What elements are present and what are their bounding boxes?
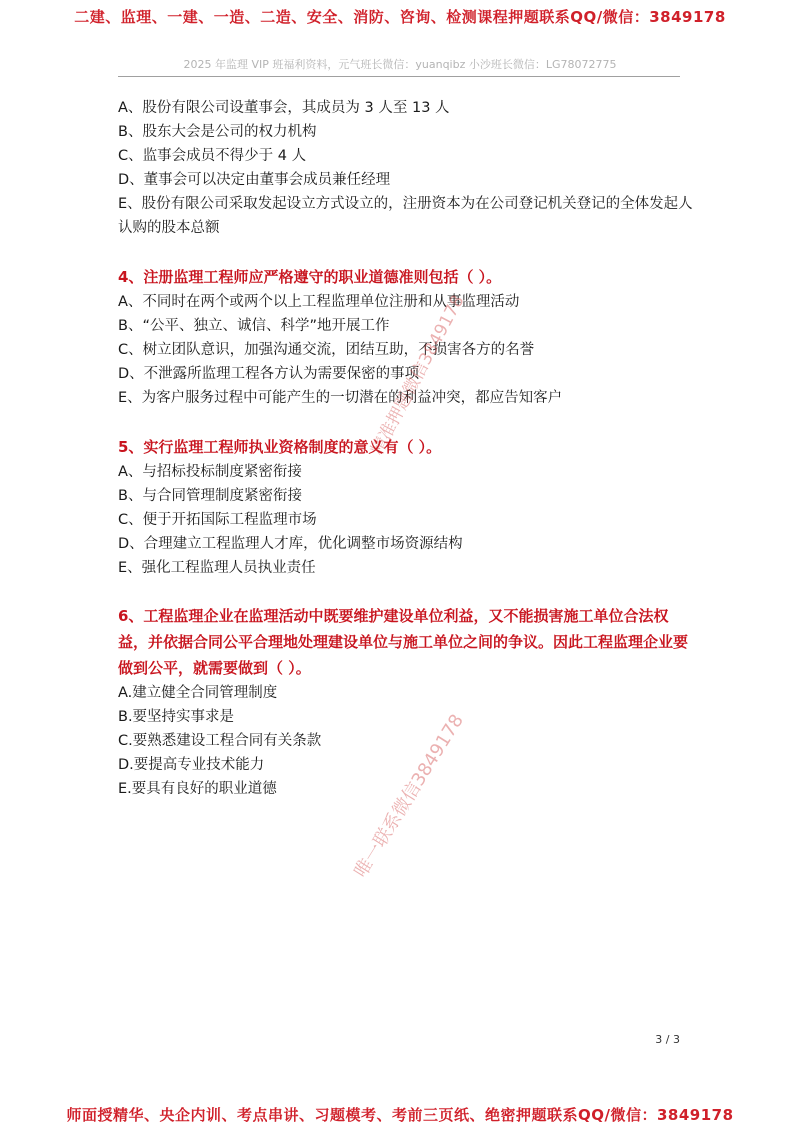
bottom-contact-banner: 师面授精华、央企内训、考点串讲、习题模考、考前三页纸、绝密押题联系QQ/微信：3849178 xyxy=(66,1106,734,1124)
q4-option-c: C、树立团队意识，加强沟通交流，团结互助，不损害各方的名誉 xyxy=(118,342,535,358)
q6-option-b: B.要坚持实事求是 xyxy=(118,709,235,725)
q5-option-e: E、强化工程监理人员执业责任 xyxy=(118,560,316,576)
prev-option-c: C、监事会成员不得少于 4 人 xyxy=(118,148,307,164)
section-gap xyxy=(118,580,698,603)
q5-option-b: B、与合同管理制度紧密衔接 xyxy=(118,488,302,504)
q6-option-d: D.要提高专业技术能力 xyxy=(118,757,265,773)
q4-option-d: D、不泄露所监理工程各方认为需要保密的事项 xyxy=(118,366,420,382)
prev-option-d: D、董事会可以决定由董事会成员兼任经理 xyxy=(118,172,391,188)
prev-option-e: E、股份有限公司采取发起设立方式设立的，注册资本为在公司登记机关登记的全体发起人认购的股本总额 xyxy=(118,196,693,236)
q4-option-e: E、为客户服务过程中可能产生的一切潜在的利益冲突，都应告知客户 xyxy=(118,390,563,406)
q5-option-a: A、与招标投标制度紧密衔接 xyxy=(118,464,302,480)
page-subheader: 2025 年监理 VIP 班福利资料，元气班长微信：yuanqibz 小沙班长微信：LG78072775 xyxy=(183,58,617,71)
q6-option-e: E.要具有良好的职业道德 xyxy=(118,781,277,797)
watermark-upper: 精准押题微信3849178 xyxy=(367,292,469,459)
q6-option-a: A.建立健全合同管理制度 xyxy=(118,685,278,701)
q6-option-c: C.要熟悉建设工程合同有关条款 xyxy=(118,733,322,749)
question-6-title: 6、工程监理企业在监理活动中既要维护建设单位利益，又不能损害施工单位合法权益，并依据合同公平合理地处理建设单位与施工单位之间的争议。因此工程监理企业要做到公平，就需要做到（ ）。 xyxy=(118,607,689,677)
page-number: 3 / 3 xyxy=(655,1033,680,1046)
q4-option-b: B、“公平、独立、诚信、科学”地开展工作 xyxy=(118,318,390,334)
prev-option-a: A、股份有限公司设董事会，其成员为 3 人至 13 人 xyxy=(118,100,450,116)
prev-option-b: B、股东大会是公司的权力机构 xyxy=(118,124,317,140)
question-5-title: 5、实行监理工程师执业资格制度的意义有（ ）。 xyxy=(118,438,442,456)
document-body xyxy=(118,96,698,801)
q4-option-a: A、不同时在两个或两个以上工程监理单位注册和从事监理活动 xyxy=(118,294,520,310)
q5-option-c: C、便于开拓国际工程监理市场 xyxy=(118,512,317,528)
q5-option-d: D、合理建立工程监理人才库，优化调整市场资源结构 xyxy=(118,536,463,552)
question-4-title: 4、注册监理工程师应严格遵守的职业道德准则包括（ ）。 xyxy=(118,268,502,286)
header-divider xyxy=(118,76,680,77)
watermark-lower: 唯一联系微信3849178 xyxy=(350,710,468,882)
section-gap xyxy=(118,240,698,264)
top-contact-banner: 二建、监理、一建、一造、二造、安全、消防、咨询、检测课程押题联系QQ/微信：3849178 xyxy=(74,8,726,26)
